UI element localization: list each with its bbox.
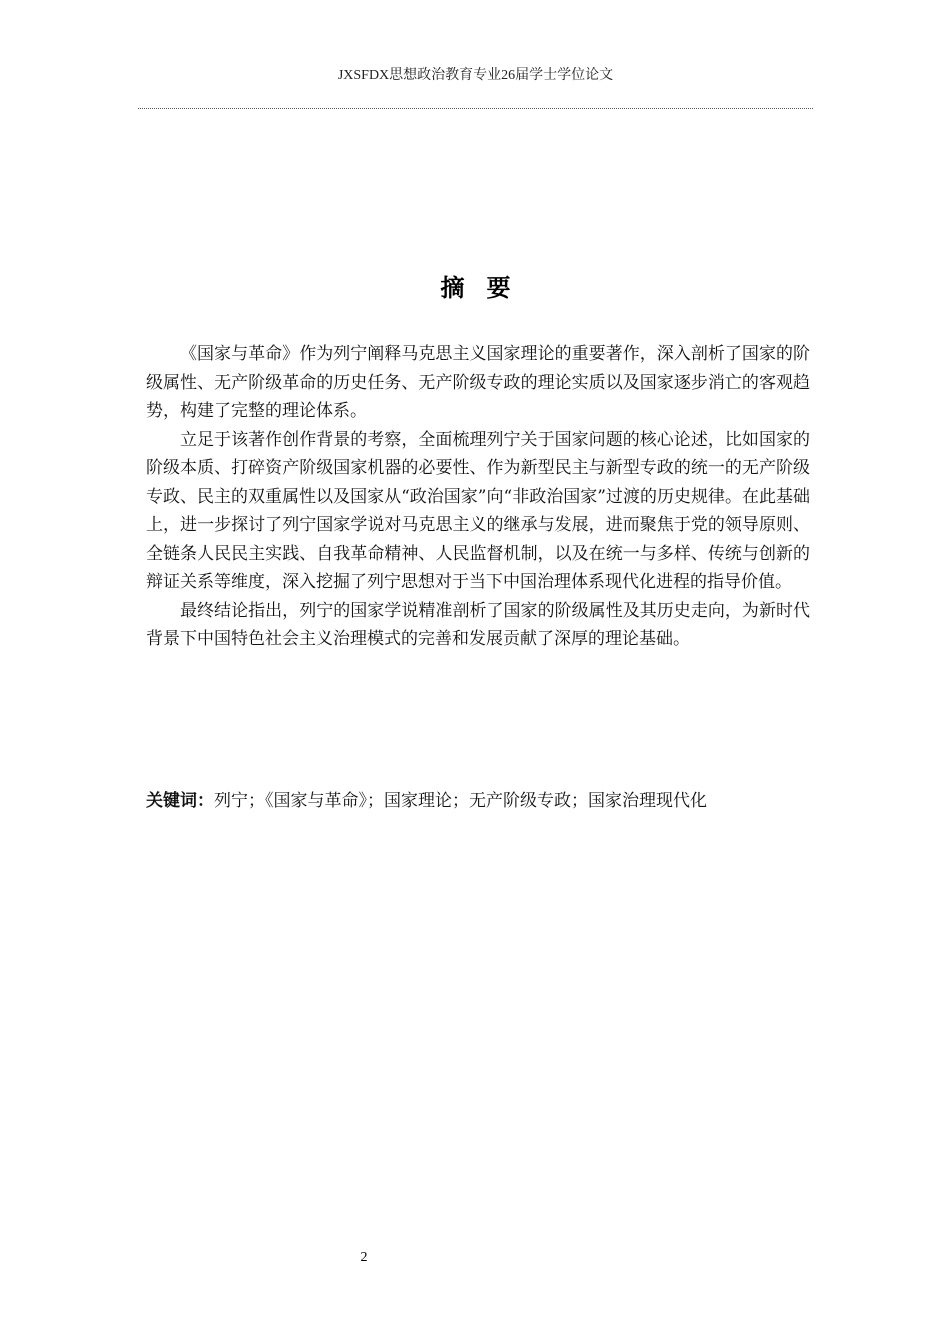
keywords-text: 列宁；《国家与革命》；国家理论；无产阶级专政；国家治理现代化	[214, 791, 707, 811]
keywords-line	[146, 788, 810, 814]
keywords-label: 关键词：	[146, 791, 214, 811]
abstract-paragraph-2: 立足于该著作创作背景的考察，全面梳理列宁关于国家问题的核心论述，比如国家的阶级本质、打碎资产阶级国家机器的必要性、作为新型民主与新型专政的统一的无产阶级专政、民主的双重属性以及国家从“政治国家”向“非政治国家”过渡的历史规律。在此基础上，进一步探讨了列宁国家学说对马克思主义的继承与发展，进而聚焦于党的领导原则、全链条人民民主实践、自我革命精神、人民监督机制，以及在统一与多样、传统与创新的辩证关系等维度，深入挖掘了列宁思想对于当下中国治理体系现代化进程的指导价值。	[146, 429, 810, 592]
abstract-paragraph-3: 最终结论指出，列宁的国家学说精准剖析了国家的阶级属性及其历史走向，为新时代背景下中国特色社会主义治理模式的完善和发展贡献了深厚的理论基础。	[146, 600, 810, 649]
abstract-body	[146, 340, 810, 654]
abstract-title: 摘要	[440, 274, 533, 302]
header-divider	[138, 108, 813, 109]
running-header: JXSFDX思想政治教育专业26届学士学位论文	[337, 68, 614, 83]
page-number: 2	[360, 1250, 368, 1265]
abstract-paragraph-1: 《国家与革命》作为列宁阐释马克思主义国家理论的重要著作，深入剖析了国家的阶级属性、无产阶级革命的历史任务、无产阶级专政的理论实质以及国家逐步消亡的客观趋势，构建了完整的理论体系。	[146, 344, 810, 421]
